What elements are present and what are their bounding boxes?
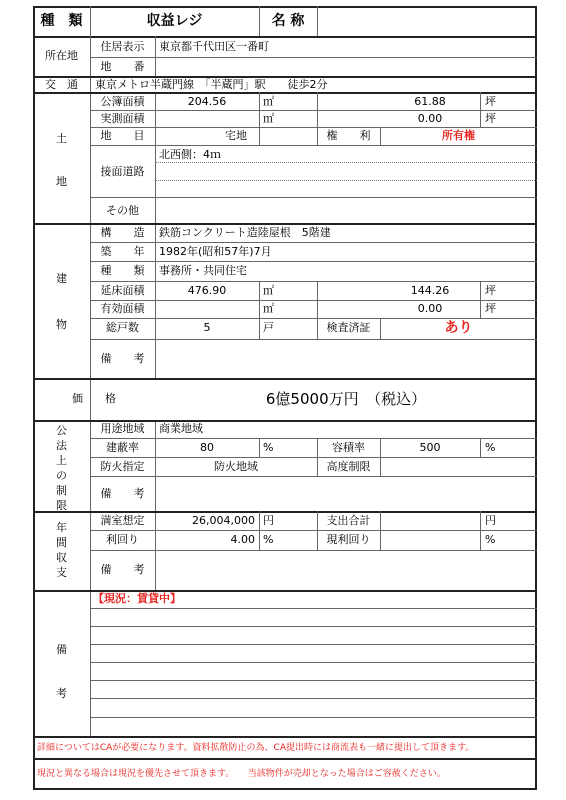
unit-tsubo: 坪	[485, 112, 496, 125]
coverage-value: 80	[200, 441, 214, 454]
land-category-label: 地 目	[100, 129, 145, 142]
legal-remarks-label: 備 考	[100, 487, 145, 500]
land-category-value: 宅地	[225, 129, 247, 142]
surveyed-area-label: 実測面積	[100, 112, 145, 125]
zoning-value: 商業地域	[159, 422, 203, 435]
height-label: 高度制限	[326, 460, 371, 473]
units-label: 総戸数	[106, 321, 139, 334]
unit-tsubo: 坪	[485, 95, 496, 108]
floor-area-tsubo: 144.26	[410, 284, 450, 297]
floor-ratio-label: 容積率	[332, 441, 365, 454]
disclaimer-line-2: 現況と異なる場合は現況を優先させて頂きます。 当該物件が売却となった場合はご容赦ください。	[37, 769, 446, 779]
full-occupancy-value: 26,004,000	[192, 514, 255, 527]
building-label-1: 建	[56, 272, 67, 285]
unit-m2: ㎡	[263, 95, 274, 108]
transport-label: 交 通	[45, 78, 78, 91]
structure-label: 構 造	[100, 226, 145, 239]
residence-value: 東京都千代田区一番町	[159, 40, 269, 53]
full-occupancy-yen: 円	[263, 514, 274, 527]
notes-label-1: 備	[56, 643, 67, 656]
road-value: 北西側：4ｍ	[159, 148, 221, 161]
unit-tsubo: 坪	[485, 302, 496, 315]
effective-area-label: 有効面積	[100, 302, 145, 315]
coverage-label: 建蔽率	[106, 441, 139, 454]
type-label: 種 類	[40, 13, 83, 29]
yield-value: 4.00	[230, 533, 255, 546]
unit-m2: ㎡	[263, 302, 274, 315]
rights-label: 権 利	[326, 129, 371, 142]
current-yield-label: 現利回り	[326, 533, 371, 546]
units-unit: 戸	[263, 321, 274, 334]
price-value: 6億5000万円 （税込）	[265, 390, 427, 408]
disclaimer-line-1: 詳細についてはCAが必要になります。資料拡散防止の為、CA提出時には商流表も一緒に提出して頂きます。	[37, 743, 475, 753]
fire-value: 防火地域	[214, 460, 258, 473]
registered-area-m2: 204.56	[187, 95, 227, 108]
floor-area-label: 延床面積	[100, 284, 145, 297]
yield-percent: %	[263, 533, 274, 546]
registered-area-tsubo: 61.88	[414, 95, 446, 108]
location-label: 所在地	[45, 49, 78, 62]
status-note: 【現況：賃貸中】	[93, 592, 181, 605]
units-value: 5	[203, 321, 211, 334]
name-label: 名 称	[271, 13, 305, 29]
fire-label: 防火指定	[100, 460, 145, 473]
land-label-1: 土	[56, 132, 67, 145]
other-label: その他	[106, 204, 139, 217]
expense-label: 支出合計	[326, 514, 371, 527]
unit-m2: ㎡	[263, 284, 274, 297]
building-kind-value: 事務所・共同住宅	[159, 264, 247, 277]
current-yield-percent: %	[485, 533, 496, 546]
residence-label: 住居表示	[100, 40, 145, 53]
built-value: 1982年(昭和57年)7月	[159, 245, 272, 258]
built-label: 築 年	[100, 245, 145, 258]
floor-ratio-value: 500	[419, 441, 441, 454]
income-label: 年 間 収 支	[56, 521, 67, 579]
floor-ratio-percent: %	[485, 441, 496, 454]
surveyed-area-tsubo: 0.00	[417, 112, 443, 125]
unit-tsubo: 坪	[485, 284, 496, 297]
unit-m2: ㎡	[263, 112, 274, 125]
zoning-label: 用途地域	[100, 422, 145, 435]
building-kind-label: 種 類	[100, 264, 145, 277]
expense-yen: 円	[485, 514, 496, 527]
registered-area-label: 公簿面積	[100, 95, 145, 108]
lot-label: 地 番	[100, 60, 145, 73]
building-label-2: 物	[56, 318, 67, 331]
rights-value: 所有権	[442, 129, 475, 142]
price-label: 価 格	[72, 392, 116, 405]
road-label: 接面道路	[100, 165, 145, 178]
inspection-label: 検査済証	[326, 321, 371, 334]
building-remarks-label: 備 考	[100, 352, 145, 365]
structure-value: 鉄筋コンクリート造陸屋根 5階建	[159, 226, 331, 239]
property-sheet	[33, 6, 537, 790]
transport-value: 東京メトロ半蔵門線 「半蔵門」駅 徒歩2分	[95, 78, 328, 91]
type-value: 収益レジ	[146, 13, 203, 29]
legal-label: 公 法 上 の 制 限	[56, 424, 67, 512]
coverage-percent: %	[263, 441, 274, 454]
full-occupancy-label: 満室想定	[100, 514, 145, 527]
notes-label-2: 考	[56, 687, 67, 700]
floor-area-m2: 476.90	[187, 284, 227, 297]
yield-label: 利回り	[106, 533, 139, 546]
inspection-value: あり	[444, 320, 473, 336]
effective-area-tsubo: 0.00	[417, 302, 443, 315]
land-label-2: 地	[56, 175, 67, 188]
income-remarks-label: 備 考	[100, 563, 145, 576]
